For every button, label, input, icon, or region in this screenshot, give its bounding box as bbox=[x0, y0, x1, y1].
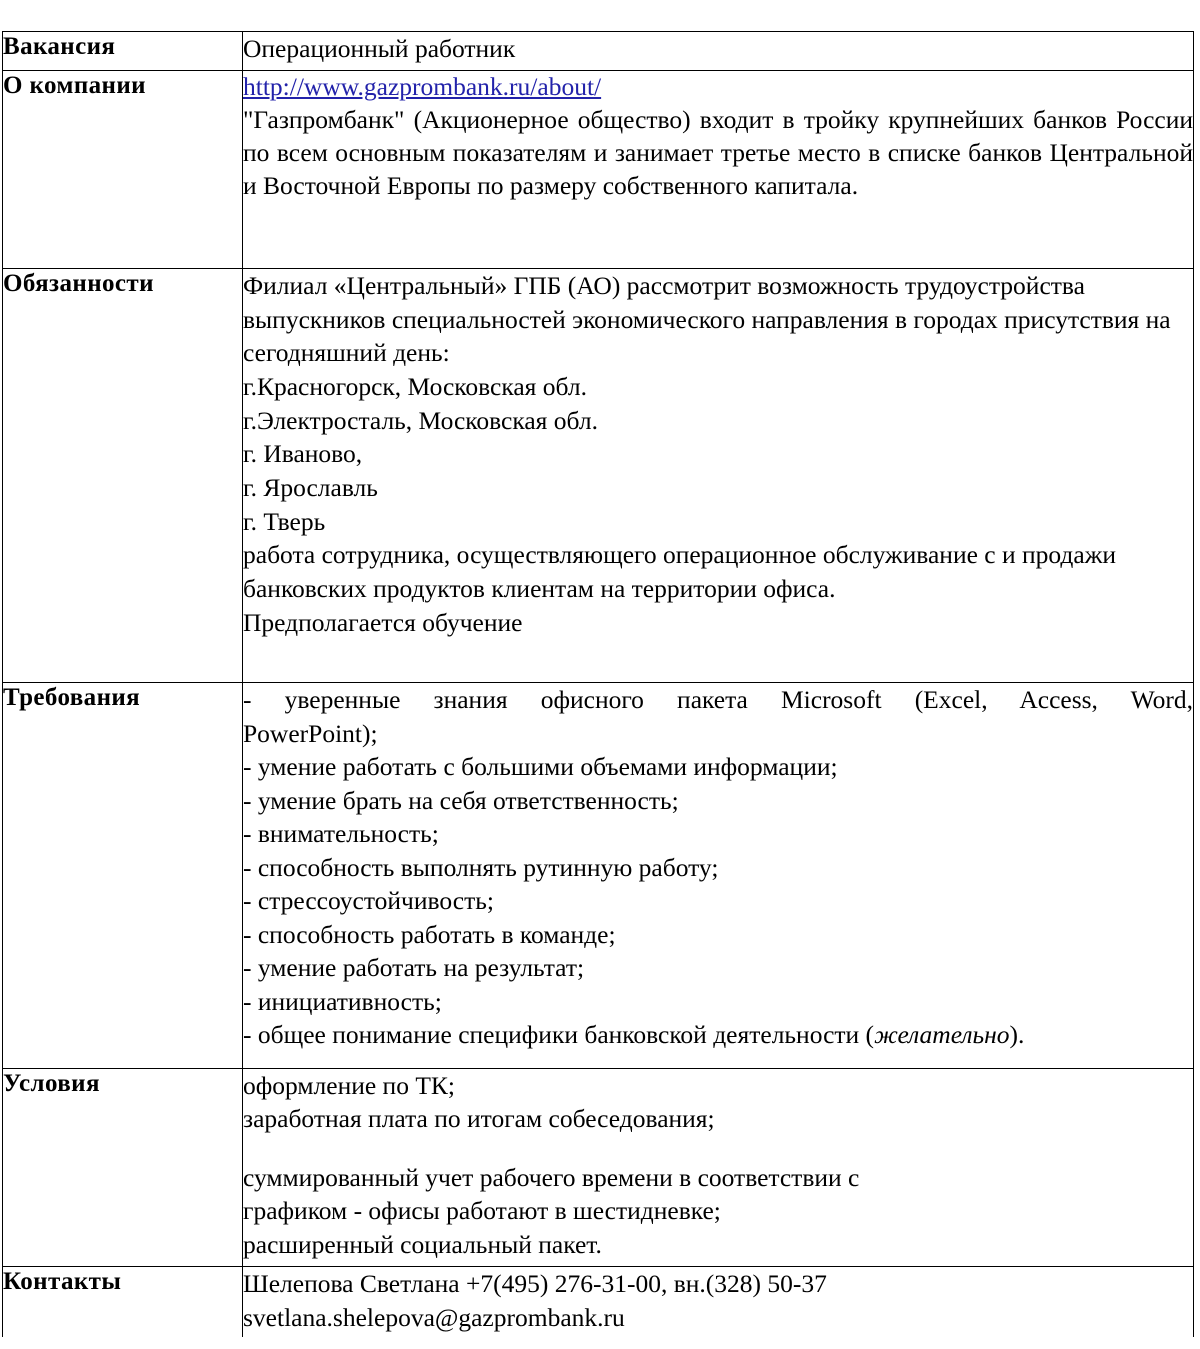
requirement-item: - способность работать в команде; bbox=[243, 919, 616, 949]
requirement-banking-italic: желательно bbox=[874, 1020, 1010, 1050]
table-row-requirements bbox=[3, 683, 1194, 1069]
requirement-item: - умение работать с большими объемами информации; bbox=[243, 752, 838, 782]
requirement-item: - умение брать на себя ответственность; bbox=[243, 785, 679, 815]
row-content-duties bbox=[243, 269, 1194, 683]
row-content-contacts bbox=[243, 1267, 1194, 1338]
requirement-item: - стрессоустойчивость; bbox=[243, 886, 494, 916]
terms-item-salary: заработная плата по итогам собеседования; bbox=[243, 1104, 715, 1134]
table-row-duties bbox=[3, 269, 1194, 683]
requirement-item: - инициативность; bbox=[243, 986, 442, 1016]
terms-spacer bbox=[243, 1135, 1193, 1161]
duties-city-item: г. Иваново, bbox=[243, 439, 363, 469]
vacancy-table bbox=[2, 31, 1194, 1337]
requirement-item-software-1: - уверенные знания офисного пакета Microsoft (Excel, Access, Word, bbox=[243, 685, 1193, 714]
company-description: "Газпромбанк" (Акционерное общество) входит в тройку крупнейших банков России по всем основным показателям и занимает третье место в списке банков Центральной и Восточной Европы по размеру собственного капитала. bbox=[243, 104, 1193, 200]
row-label-requirements: Требования bbox=[3, 683, 243, 1069]
requirement-item: - способность выполнять рутинную работу; bbox=[243, 852, 719, 882]
contact-person-phone: Шелепова Светлана +7(495) 276-31-00, вн.(328) 50-37 bbox=[243, 1269, 827, 1298]
row-label-duties: Обязанности bbox=[3, 269, 243, 683]
company-website-link[interactable]: http://www.gazprombank.ru/about/ bbox=[243, 72, 602, 101]
duties-training: Предполагается обучение bbox=[243, 607, 523, 637]
duties-city-item: г. Ярославль bbox=[243, 472, 378, 502]
requirement-item: - умение работать на результат; bbox=[243, 953, 585, 983]
company-url-line bbox=[243, 71, 1193, 104]
duties-city-item: г.Красногорск, Московская обл. bbox=[243, 371, 587, 401]
contact-email[interactable]: svetlana.shelepova@gazprombank.ru bbox=[243, 1302, 625, 1332]
requirement-item-software-2: PowerPoint); bbox=[243, 718, 378, 748]
row-label-vacancy: Вакансия bbox=[3, 32, 243, 71]
requirement-banking-suffix: ). bbox=[1009, 1020, 1025, 1050]
duties-work-description: работа сотрудника, осуществляющего операционное обслуживание с и продажи банковских продуктов клиентам на территории офиса. bbox=[243, 540, 1116, 603]
row-label-terms: Условия bbox=[3, 1069, 243, 1267]
table-row-terms bbox=[3, 1069, 1194, 1267]
table-row-company bbox=[3, 71, 1194, 269]
row-content-vacancy bbox=[243, 32, 1194, 71]
terms-item-schedule-line2: графиком - офисы работают в шестидневке; bbox=[243, 1196, 721, 1226]
table-body bbox=[3, 32, 1194, 1338]
requirement-banking-prefix: - общее понимание специфики банковской деятельности ( bbox=[243, 1020, 875, 1050]
terms-item-social-package: расширенный социальный пакет. bbox=[243, 1229, 602, 1259]
row-content-requirements bbox=[243, 683, 1194, 1069]
table-row-contacts bbox=[3, 1267, 1194, 1338]
table-row-vacancy bbox=[3, 32, 1194, 71]
duties-intro: Филиал «Центральный» ГПБ (АО) рассмотрит возможность трудоустройства выпускников специальностей экономического направления в городах присутствия на сегодняшний день: bbox=[243, 271, 1171, 368]
row-content-company bbox=[243, 71, 1194, 269]
duties-city-item: г. Тверь bbox=[243, 506, 326, 536]
requirement-item: - внимательность; bbox=[243, 819, 439, 849]
terms-item-contract: оформление по ТК; bbox=[243, 1071, 455, 1100]
row-label-company: О компании bbox=[3, 71, 243, 269]
row-label-contacts: Контакты bbox=[3, 1267, 243, 1338]
terms-item-schedule-line1: суммированный учет рабочего времени в соответствии с bbox=[243, 1163, 860, 1193]
row-content-terms bbox=[243, 1069, 1194, 1267]
requirement-item-banking bbox=[243, 1018, 1193, 1052]
duties-city-item: г.Электросталь, Московская обл. bbox=[243, 405, 598, 435]
vacancy-title: Операционный работник bbox=[243, 34, 516, 63]
